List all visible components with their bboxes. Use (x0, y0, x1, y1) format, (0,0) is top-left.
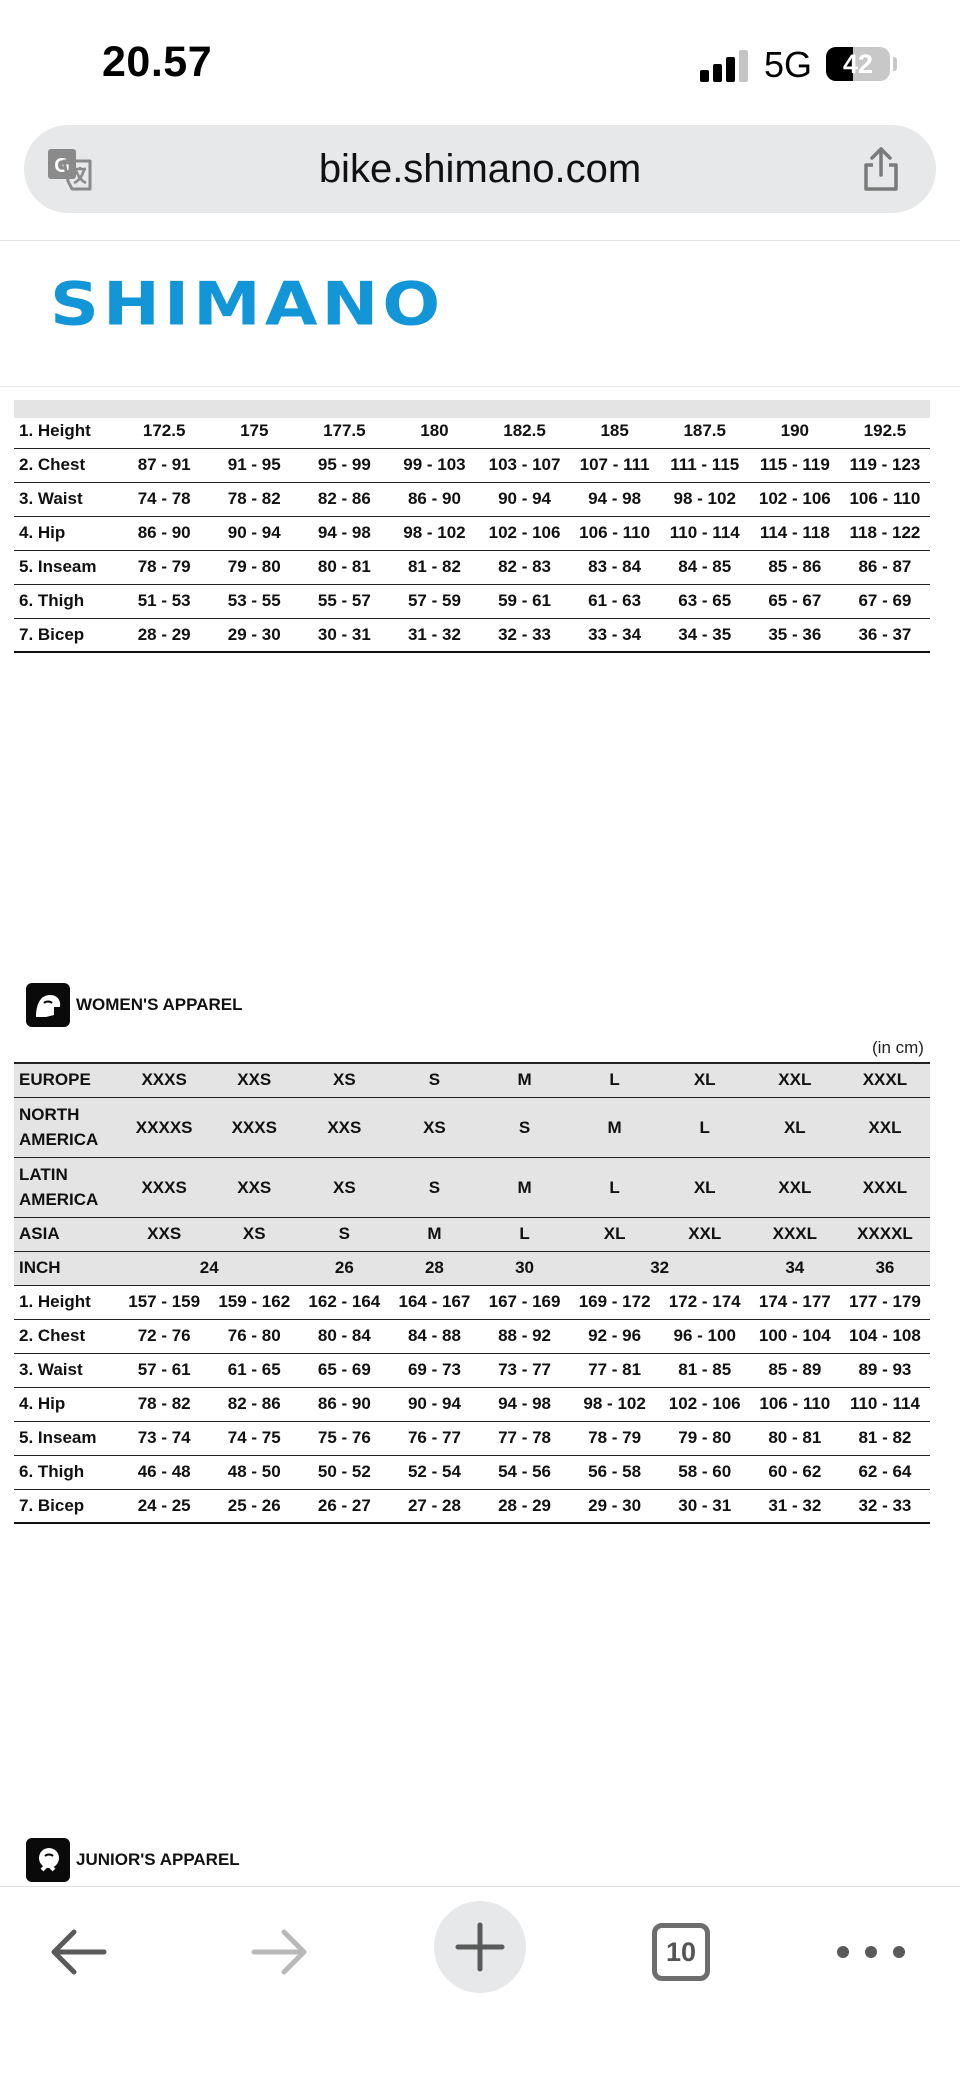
table-cell: 86 - 90 (119, 516, 209, 550)
table-cell: 99 - 103 (389, 448, 479, 482)
table-cell: 60 - 62 (750, 1455, 840, 1489)
table-cell: 172 - 174 (660, 1285, 750, 1319)
table-cell: 74 - 78 (119, 482, 209, 516)
row-label: 4. Hip (14, 1387, 119, 1421)
table-cell: XXS (119, 1217, 209, 1251)
table-cell: 30 - 31 (299, 618, 389, 652)
table-cell: 100 - 104 (750, 1319, 840, 1353)
table-cell: XXL (750, 1157, 840, 1217)
table-cell: XXXL (840, 1157, 930, 1217)
table-cell: 82 - 83 (479, 550, 569, 584)
forward-arrow-icon (234, 1907, 324, 1997)
table-cell: 175 (209, 414, 299, 448)
table-cell: 104 - 108 (840, 1319, 930, 1353)
table-cell: 28 (389, 1251, 479, 1285)
table-cell: 78 - 79 (570, 1421, 660, 1455)
row-label: 2. Chest (14, 1319, 119, 1353)
table-cell: 78 - 82 (119, 1387, 209, 1421)
table-cell: 30 (479, 1251, 569, 1285)
table-cell: XXXL (750, 1217, 840, 1251)
table-cell: 26 (299, 1251, 389, 1285)
table-cell: 34 (750, 1251, 840, 1285)
table-cell: 187.5 (660, 414, 750, 448)
womens-apparel-heading (26, 983, 243, 1027)
table-cell: 98 - 102 (570, 1387, 660, 1421)
status-time: 20.57 (102, 38, 213, 86)
table-cell: 110 - 114 (660, 516, 750, 550)
table-cell: XS (299, 1063, 389, 1097)
table-cell: 24 - 25 (119, 1489, 209, 1523)
table-cell: XXL (750, 1063, 840, 1097)
table-cell: 33 - 34 (570, 618, 660, 652)
table-cell: 94 - 98 (570, 482, 660, 516)
section-title: JUNIOR'S APPAREL (76, 1850, 240, 1869)
table-cell: 31 - 32 (389, 618, 479, 652)
table-cell: 72 - 76 (119, 1319, 209, 1353)
browser-toolbar (0, 1886, 960, 2078)
table-cell: 74 - 75 (209, 1421, 299, 1455)
table-cell: 84 - 88 (389, 1319, 479, 1353)
status-bar (0, 0, 960, 120)
table-row (14, 618, 930, 652)
table-cell: 88 - 92 (479, 1319, 569, 1353)
table-cell: 85 - 86 (750, 550, 840, 584)
table-cell: 106 - 110 (750, 1387, 840, 1421)
table-cell: 65 - 67 (750, 584, 840, 618)
share-icon[interactable] (858, 145, 904, 193)
table-row (14, 1157, 930, 1217)
table-cell: M (479, 1063, 569, 1097)
table-cell: 53 - 55 (209, 584, 299, 618)
table-cell: S (479, 1097, 569, 1157)
table-cell: 164 - 167 (389, 1285, 479, 1319)
row-label: 5. Inseam (14, 1421, 119, 1455)
table-row (14, 1489, 930, 1523)
table-cell: M (570, 1097, 660, 1157)
row-label: 3. Waist (14, 1353, 119, 1387)
table-row (14, 516, 930, 550)
table-row (14, 1387, 930, 1421)
table-cell: 73 - 74 (119, 1421, 209, 1455)
table-row (14, 448, 930, 482)
table-cell: XL (660, 1157, 750, 1217)
table-cell: 111 - 115 (660, 448, 750, 482)
table-cell: 102 - 106 (660, 1387, 750, 1421)
table-cell: 180 (389, 414, 479, 448)
table-row (14, 1319, 930, 1353)
table-cell: 169 - 172 (570, 1285, 660, 1319)
divider (0, 240, 960, 241)
table-cell: 172.5 (119, 414, 209, 448)
row-label: 6. Thigh (14, 1455, 119, 1489)
table-cell: 78 - 82 (209, 482, 299, 516)
battery-level: 42 (842, 49, 874, 79)
address-bar[interactable] (24, 125, 936, 213)
table-cell: 27 - 28 (389, 1489, 479, 1523)
table-cell: 62 - 64 (840, 1455, 930, 1489)
table-cell: 92 - 96 (570, 1319, 660, 1353)
table-cell: 61 - 65 (209, 1353, 299, 1387)
table-row (14, 1063, 930, 1097)
table-cell: 86 - 90 (299, 1387, 389, 1421)
table-cell: 55 - 57 (299, 584, 389, 618)
table-cell: 52 - 54 (389, 1455, 479, 1489)
translate-icon[interactable] (46, 147, 94, 193)
table-row (14, 1217, 930, 1251)
table-cell: 190 (750, 414, 840, 448)
table-cell: 90 - 94 (479, 482, 569, 516)
table-cell: 157 - 159 (119, 1285, 209, 1319)
row-label: 6. Thigh (14, 584, 119, 618)
table-cell: 81 - 82 (840, 1421, 930, 1455)
juniors-apparel-heading (26, 1838, 240, 1882)
table-cell: 80 - 81 (299, 550, 389, 584)
row-label: 1. Height (14, 414, 119, 448)
table-cell: M (479, 1157, 569, 1217)
table-cell: 35 - 36 (750, 618, 840, 652)
table-cell: 80 - 84 (299, 1319, 389, 1353)
junior-rider-icon (26, 1838, 70, 1882)
signal-icon (700, 48, 750, 82)
table-cell: 85 - 89 (750, 1353, 840, 1387)
table-cell: XXS (209, 1157, 299, 1217)
table-cell: 98 - 102 (660, 482, 750, 516)
table-cell: XXXS (119, 1157, 209, 1217)
section-title: WOMEN'S APPAREL (76, 995, 243, 1014)
table-cell: 31 - 32 (750, 1489, 840, 1523)
table-cell: 67 - 69 (840, 584, 930, 618)
table-cell: 106 - 110 (570, 516, 660, 550)
table-cell: 90 - 94 (389, 1387, 479, 1421)
table-cell: 95 - 99 (299, 448, 389, 482)
table-cell: XXXS (209, 1097, 299, 1157)
table-cell: 57 - 59 (389, 584, 479, 618)
table-cell: 61 - 63 (570, 584, 660, 618)
table-cell: L (660, 1097, 750, 1157)
table-cell: 102 - 106 (479, 516, 569, 550)
table-cell: 32 (570, 1251, 750, 1285)
table-cell: XL (570, 1217, 660, 1251)
table-cell: 103 - 107 (479, 448, 569, 482)
battery-icon (826, 47, 890, 81)
table-cell: M (389, 1217, 479, 1251)
row-label: INCH (14, 1251, 119, 1285)
table-cell: 94 - 98 (479, 1387, 569, 1421)
more-button[interactable] (826, 1907, 916, 1997)
table-cell: XXS (299, 1097, 389, 1157)
table-cell: 118 - 122 (840, 516, 930, 550)
table-cell: 75 - 76 (299, 1421, 389, 1455)
table-row (14, 584, 930, 618)
plus-icon (434, 1901, 526, 1993)
table-cell: 79 - 80 (209, 550, 299, 584)
back-button[interactable] (34, 1907, 124, 1997)
row-label: ASIA (14, 1217, 119, 1251)
table-row (14, 482, 930, 516)
table-cell: 84 - 85 (660, 550, 750, 584)
row-label: 4. Hip (14, 516, 119, 550)
row-label: NORTH AMERICA (14, 1097, 119, 1157)
table-cell: 102 - 106 (750, 482, 840, 516)
table-cell: 36 - 37 (840, 618, 930, 652)
table-cell: 25 - 26 (209, 1489, 299, 1523)
table-cell: 86 - 90 (389, 482, 479, 516)
table-cell: 174 - 177 (750, 1285, 840, 1319)
table-row (14, 1285, 930, 1319)
new-tab-button[interactable] (434, 1901, 526, 1993)
table-cell: 50 - 52 (299, 1455, 389, 1489)
table-cell: 86 - 87 (840, 550, 930, 584)
table-cell: 192.5 (840, 414, 930, 448)
table-cell: 29 - 30 (209, 618, 299, 652)
women-size-table (14, 1062, 930, 1524)
table-cell: XS (299, 1157, 389, 1217)
table-cell: 82 - 86 (299, 482, 389, 516)
table-cell: 26 - 27 (299, 1489, 389, 1523)
table-row (14, 1097, 930, 1157)
table-cell: 28 - 29 (479, 1489, 569, 1523)
table-cell: 98 - 102 (389, 516, 479, 550)
row-label: 2. Chest (14, 448, 119, 482)
svg-text:G: G (54, 155, 70, 177)
table-row (14, 1251, 930, 1285)
table-cell: 82 - 86 (209, 1387, 299, 1421)
table-cell: 90 - 94 (209, 516, 299, 550)
table-cell: 73 - 77 (479, 1353, 569, 1387)
table-cell: XXS (209, 1063, 299, 1097)
table-cell: 54 - 56 (479, 1455, 569, 1489)
table-cell: 79 - 80 (660, 1421, 750, 1455)
table-cell: XXL (840, 1097, 930, 1157)
row-label: 3. Waist (14, 482, 119, 516)
table-cell: 65 - 69 (299, 1353, 389, 1387)
table-cell: 76 - 80 (209, 1319, 299, 1353)
tabs-button[interactable] (636, 1907, 726, 1997)
table-cell: 107 - 111 (570, 448, 660, 482)
table-cell: 51 - 53 (119, 584, 209, 618)
network-type: 5G (764, 44, 813, 85)
table-cell: 58 - 60 (660, 1455, 750, 1489)
table-cell: XXL (660, 1217, 750, 1251)
logo-text: SHIMANO (50, 270, 445, 340)
row-label: LATIN AMERICA (14, 1157, 119, 1217)
table-cell: 182.5 (479, 414, 569, 448)
table-cell: 87 - 91 (119, 448, 209, 482)
more-dots-icon (826, 1907, 916, 1997)
table-row (14, 1353, 930, 1387)
female-rider-icon (26, 983, 70, 1027)
table-row (14, 550, 930, 584)
table-cell: 29 - 30 (570, 1489, 660, 1523)
row-label: 5. Inseam (14, 550, 119, 584)
table-cell: XS (209, 1217, 299, 1251)
table-cell: 106 - 110 (840, 482, 930, 516)
url-text[interactable]: bike.shimano.com (318, 147, 642, 191)
table-cell: S (299, 1217, 389, 1251)
table-cell: 167 - 169 (479, 1285, 569, 1319)
table-cell: XXXL (840, 1063, 930, 1097)
table-cell: 69 - 73 (389, 1353, 479, 1387)
tabs-icon: 10 (652, 1923, 710, 1981)
table-cell: 32 - 33 (840, 1489, 930, 1523)
table-cell: L (570, 1063, 660, 1097)
table-cell: 89 - 93 (840, 1353, 930, 1387)
row-label: 1. Height (14, 1285, 119, 1319)
table-cell: 185 (570, 414, 660, 448)
table-cell: 81 - 82 (389, 550, 479, 584)
battery-tip (893, 57, 897, 71)
table-cell: L (479, 1217, 569, 1251)
table-cell: L (570, 1157, 660, 1217)
table-cell: 36 (840, 1251, 930, 1285)
table-cell: S (389, 1157, 479, 1217)
forward-button[interactable] (234, 1907, 324, 1997)
table-cell: XS (389, 1097, 479, 1157)
table-cell: 57 - 61 (119, 1353, 209, 1387)
table-cell: 30 - 31 (660, 1489, 750, 1523)
row-label: 7. Bicep (14, 618, 119, 652)
table-cell: 76 - 77 (389, 1421, 479, 1455)
table-cell: 115 - 119 (750, 448, 840, 482)
table-cell: 77 - 81 (570, 1353, 660, 1387)
table-cell: 177.5 (299, 414, 389, 448)
table-cell: 32 - 33 (479, 618, 569, 652)
table-cell: XL (660, 1063, 750, 1097)
unit-note: (in cm) (872, 1038, 924, 1057)
table-cell: XXXS (119, 1063, 209, 1097)
table-cell: 24 (119, 1251, 299, 1285)
table-cell: 96 - 100 (660, 1319, 750, 1353)
table-cell: 177 - 179 (840, 1285, 930, 1319)
table-cell: 119 - 123 (840, 448, 930, 482)
table-row (14, 1455, 930, 1489)
table-cell: 59 - 61 (479, 584, 569, 618)
table-cell: 28 - 29 (119, 618, 209, 652)
table-cell: 56 - 58 (570, 1455, 660, 1489)
table-cell: 81 - 85 (660, 1353, 750, 1387)
table-cell: 46 - 48 (119, 1455, 209, 1489)
table-cell: 91 - 95 (209, 448, 299, 482)
table-cell: 80 - 81 (750, 1421, 840, 1455)
table-cell: 83 - 84 (570, 550, 660, 584)
divider (0, 386, 960, 387)
row-label: EUROPE (14, 1063, 119, 1097)
table-cell: 77 - 78 (479, 1421, 569, 1455)
table-cell: 48 - 50 (209, 1455, 299, 1489)
men-size-table (14, 414, 930, 653)
back-arrow-icon (34, 1907, 124, 1997)
table-cell: 110 - 114 (840, 1387, 930, 1421)
table-cell: 114 - 118 (750, 516, 840, 550)
table-cell: 162 - 164 (299, 1285, 389, 1319)
table-cell: 78 - 79 (119, 550, 209, 584)
table-cell: XL (750, 1097, 840, 1157)
table-cell: 94 - 98 (299, 516, 389, 550)
table-cell: XXXXL (840, 1217, 930, 1251)
table-row (14, 414, 930, 448)
table-cell: 159 - 162 (209, 1285, 299, 1319)
row-label: 7. Bicep (14, 1489, 119, 1523)
table-cell: XXXXS (119, 1097, 209, 1157)
table-cell: 63 - 65 (660, 584, 750, 618)
table-cell: 34 - 35 (660, 618, 750, 652)
table-cell: S (389, 1063, 479, 1097)
table-row (14, 1421, 930, 1455)
shimano-logo[interactable] (50, 270, 460, 350)
